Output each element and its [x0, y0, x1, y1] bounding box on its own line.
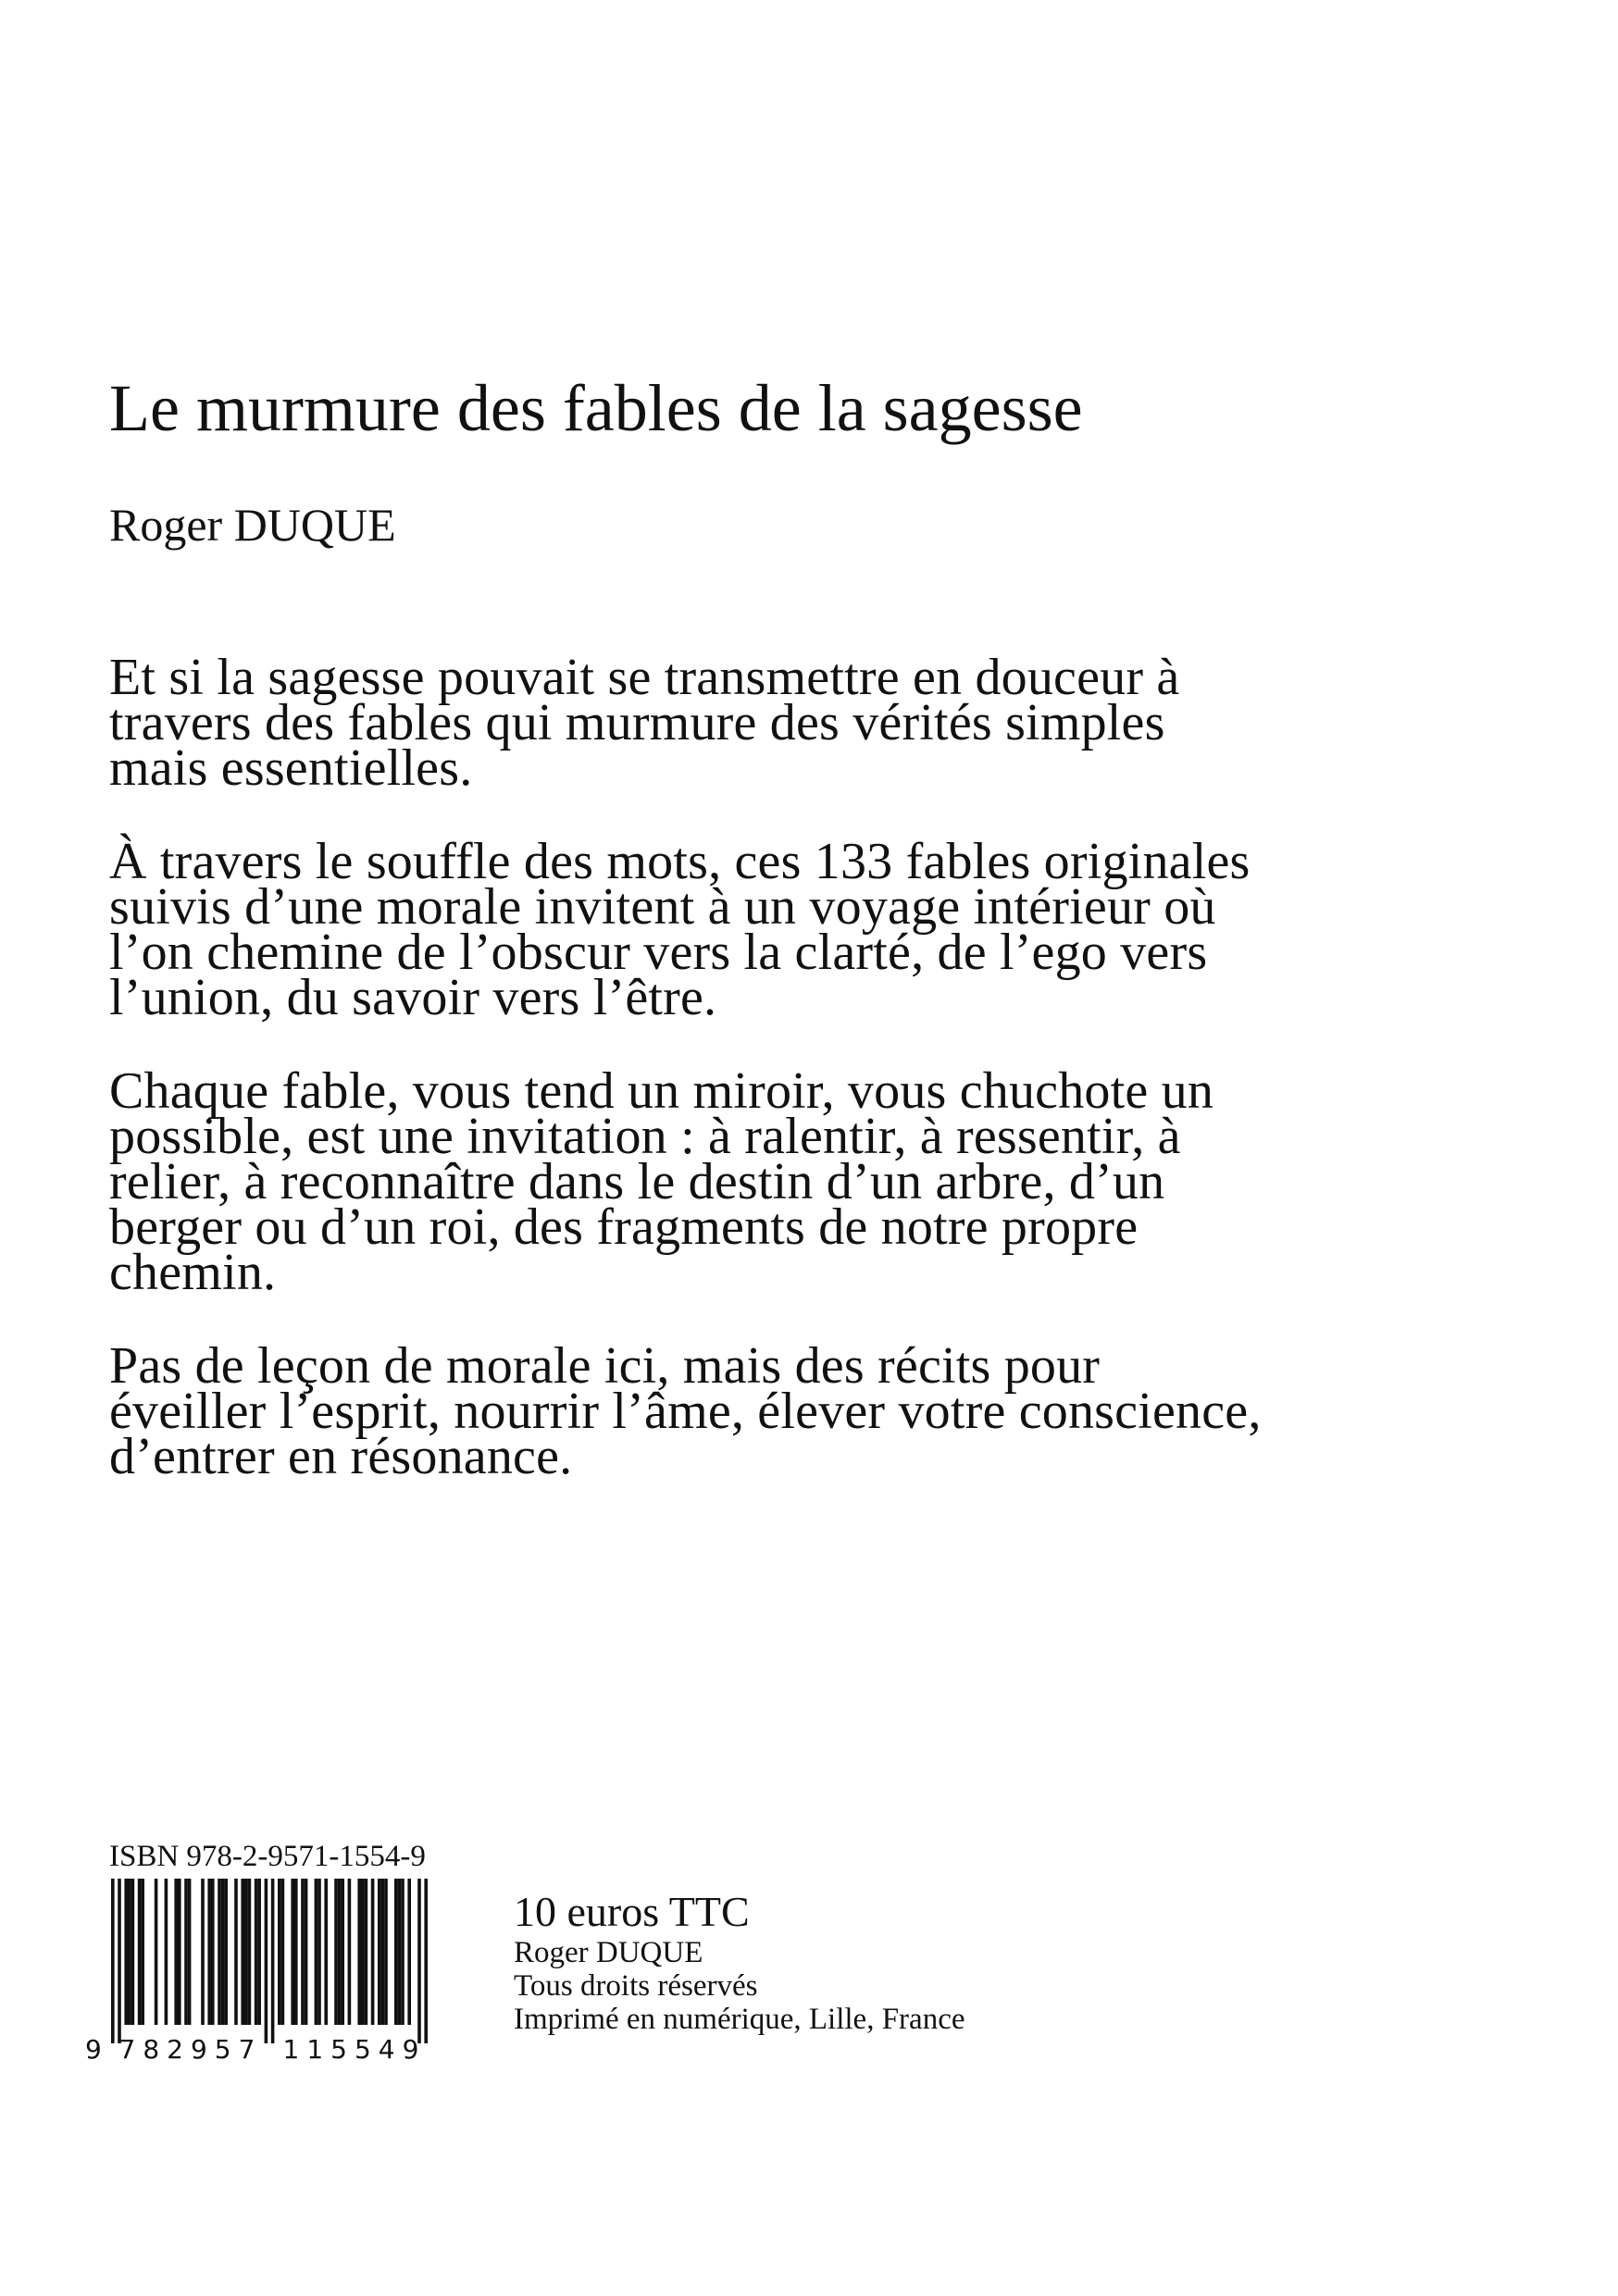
barcode-bar	[278, 1879, 281, 2025]
barcode-digit-group-3: 115549	[282, 2034, 427, 2064]
barcode-bar	[131, 1879, 135, 2025]
blurb-paragraph-4: Pas de leçon de morale ici, mais des récits pour éveiller l’esprit, nourrir l’âme, élever votre conscience, d’entrer en résonance.	[109, 1337, 1262, 1485]
barcode-guard-bar	[271, 1879, 275, 2043]
barcode-bar	[317, 1879, 321, 2025]
barcode-bar	[365, 1879, 368, 2025]
barcode-bar	[371, 1879, 375, 2025]
barcode-bar	[324, 1879, 328, 2025]
publisher-name: Roger DUQUE	[514, 1936, 703, 1969]
barcode-bar	[218, 1879, 221, 2025]
barcode-bar	[338, 1879, 342, 2025]
barcode-bar	[221, 1879, 225, 2025]
barcode-bar	[348, 1879, 352, 2025]
book-title: Le murmure des fables de la sagesse	[109, 371, 1083, 445]
barcode-bar	[248, 1879, 252, 2025]
barcode-bar	[407, 1879, 411, 2025]
book-info	[514, 1888, 965, 2036]
barcode-guard-bar	[417, 1879, 421, 2043]
barcode-bar	[381, 1879, 385, 2025]
barcode-bar	[361, 1879, 365, 2025]
barcode-bar	[165, 1879, 168, 2025]
price: 10 euros TTC	[514, 1888, 750, 1935]
barcode-bar	[305, 1879, 308, 2025]
barcode-digit-group-1: 9	[85, 2034, 102, 2064]
barcode-guard-bar	[118, 1879, 121, 2043]
barcode-guard-bar	[265, 1879, 268, 2043]
barcode-bar	[141, 1879, 144, 2025]
barcode-bar	[207, 1879, 211, 2025]
printing-location: Imprimé en numérique, Lille, France	[514, 2003, 965, 2036]
barcode-bar	[224, 1879, 228, 2025]
barcode-bar	[401, 1879, 404, 2025]
barcode-bar	[281, 1879, 285, 2025]
barcode-bar	[184, 1879, 188, 2025]
barcode-bar	[294, 1879, 298, 2025]
barcode-bar	[384, 1879, 388, 2025]
barcode-bar	[211, 1879, 215, 2025]
isbn-label: ISBN 978-2-9571-1554-9	[109, 1840, 426, 1873]
barcode-bar	[301, 1879, 305, 2025]
barcode-guard-bar	[424, 1879, 428, 2043]
barcode-bar	[315, 1879, 318, 2025]
rights-notice: Tous droits réservés	[514, 1969, 758, 2003]
barcode-bar	[398, 1879, 402, 2025]
barcode-bar	[394, 1879, 398, 2025]
barcode-bar	[291, 1879, 294, 2025]
barcode-bar	[174, 1879, 178, 2025]
barcode-bar	[241, 1879, 244, 2025]
barcode-guard-bar	[111, 1879, 115, 2043]
barcode-bar	[124, 1879, 128, 2025]
barcode-bar	[155, 1879, 158, 2025]
barcode-bar	[138, 1879, 142, 2025]
barcode-digit-group-2: 782957	[118, 2034, 263, 2064]
barcode-bars	[111, 1879, 428, 2043]
barcode-bar	[188, 1879, 192, 2025]
barcode-bar	[234, 1879, 238, 2025]
barcode-bar	[201, 1879, 205, 2025]
barcode-bar	[341, 1879, 344, 2025]
barcode-bar	[244, 1879, 248, 2025]
barcode-bar	[257, 1879, 261, 2025]
isbn-barcode	[76, 1879, 455, 2064]
blurb-paragraph-2: À travers le souffle des mots, ces 133 fables originales suivis d’une morale invitent à un voyage intérieur où l’on chemine de l’obscur vers la clarté, de l’ego vers l’union, du savoir vers l’être.	[109, 833, 1251, 1026]
barcode-bar	[128, 1879, 131, 2025]
barcode-bar	[178, 1879, 181, 2025]
barcode-bar	[334, 1879, 338, 2025]
book-author: Roger DUQUE	[109, 499, 396, 551]
barcode-bar	[255, 1879, 258, 2025]
barcode-bar	[378, 1879, 381, 2025]
blurb-paragraph-1: Et si la sagesse pouvait se transmettre en douceur à travers des fables qui murmure des vérités simples mais essentielles.	[109, 649, 1180, 797]
back-cover-blurb	[109, 649, 1266, 1528]
blurb-paragraph-3: Chaque fable, vous tend un miroir, vous chuchote un possible, est une invitation : à ralentir, à ressentir, à relier, à reconnaître dans le destin d’un arbre, d’un berger ou d’un roi, des fragments de notre propre chemin.	[109, 1062, 1214, 1301]
barcode-bar	[357, 1879, 361, 2025]
